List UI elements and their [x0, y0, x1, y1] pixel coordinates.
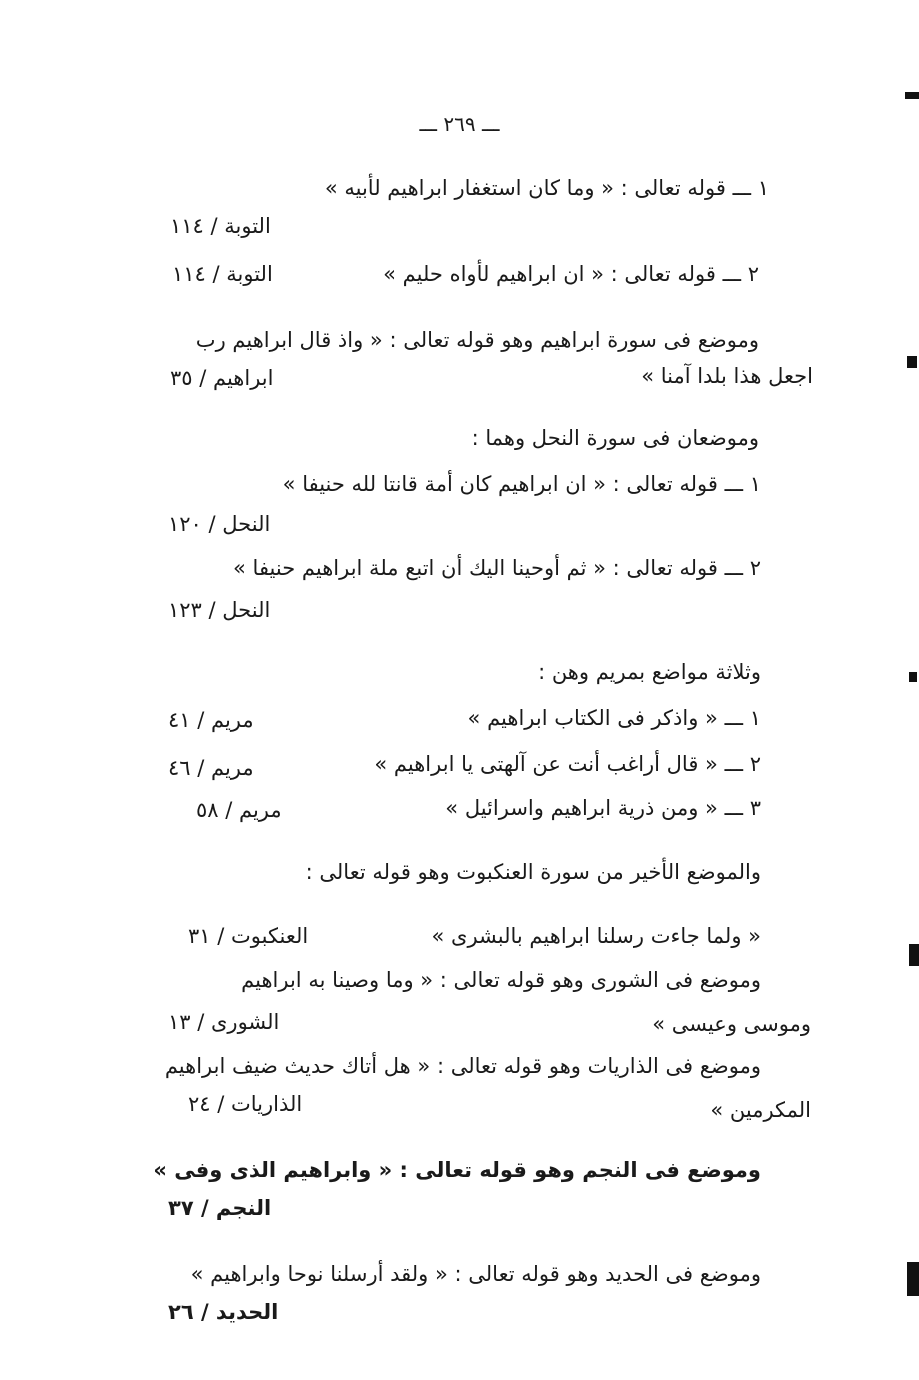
text-line: المكرمين »: [710, 1098, 811, 1122]
text-line: ٢ ـــ قوله تعالى : « ان ابراهيم لأواه حليم »: [383, 262, 759, 286]
reference: مريم / ٤٦: [168, 756, 254, 780]
text-line: ٢ ـــ قوله تعالى : « ثم أوحينا اليك أن اتبع ملة ابراهيم حنيفا »: [233, 556, 761, 580]
text-line: اجعل هذا بلدا آمنا »: [641, 364, 813, 388]
reference: العنكبوت / ٣١: [188, 924, 309, 948]
reference: الذاريات / ٢٤: [188, 1092, 303, 1116]
reference: ابراهيم / ٣٥: [170, 366, 274, 390]
reference: التوبة / ١١٤: [170, 214, 271, 238]
text-line: ١ ـــ قوله تعالى : « ان ابراهيم كان أمة قانتا لله حنيفا »: [282, 472, 761, 496]
text-line: وموضع فى الحديد وهو قوله تعالى : « ولقد أرسلنا نوحا وابراهيم »: [190, 1262, 761, 1286]
scan-mark: [907, 356, 917, 368]
text-line: « ولما جاءت رسلنا ابراهيم بالبشرى »: [431, 924, 761, 948]
reference: مريم / ٥٨: [196, 798, 282, 822]
page-number: ـــ ٢٦٩ ـــ: [419, 112, 500, 136]
text-line: وموضع فى النجم وهو قوله تعالى : « وابراهيم الذى وفى »: [153, 1158, 761, 1182]
scan-mark: [909, 944, 919, 966]
text-line: ٢ ـــ « قال أراغب أنت عن آلهتى يا ابراهيم »: [374, 752, 761, 776]
scan-mark: [907, 1262, 919, 1296]
scan-mark: [905, 92, 919, 99]
text-line: وموضع فى سورة ابراهيم وهو قوله تعالى : « واذ قال ابراهيم رب: [195, 328, 759, 352]
text-line: ١ ـــ « واذكر فى الكتاب ابراهيم »: [467, 706, 761, 730]
scan-mark: [909, 672, 917, 682]
text-line: وموسى وعيسى »: [652, 1012, 811, 1036]
text-line: والموضع الأخير من سورة العنكبوت وهو قوله تعالى :: [305, 860, 761, 884]
reference: النحل / ١٢٠: [168, 512, 271, 536]
text-line: وموضع فى الشورى وهو قوله تعالى : « وما وصينا به ابراهيم: [241, 968, 761, 992]
reference: التوبة / ١١٤: [172, 262, 273, 286]
text-line: وموضع فى الذاريات وهو قوله تعالى : « هل أتاك حديث ضيف ابراهيم: [164, 1054, 761, 1078]
reference: الشورى / ١٣: [168, 1010, 280, 1034]
reference: النجم / ٣٧: [168, 1196, 272, 1220]
text-line: ١ ـــ قوله تعالى : « وما كان استغفار ابراهيم لأبيه »: [324, 176, 769, 200]
reference: النحل / ١٢٣: [168, 598, 271, 622]
text-line: وموضعان فى سورة النحل وهما :: [471, 426, 759, 450]
text-line: وثلاثة مواضع بمريم وهن :: [538, 660, 761, 684]
reference: مريم / ٤١: [168, 708, 254, 732]
text-line: ٣ ـــ « ومن ذرية ابراهيم واسرائيل »: [445, 796, 761, 820]
reference: الحديد / ٢٦: [168, 1300, 279, 1324]
